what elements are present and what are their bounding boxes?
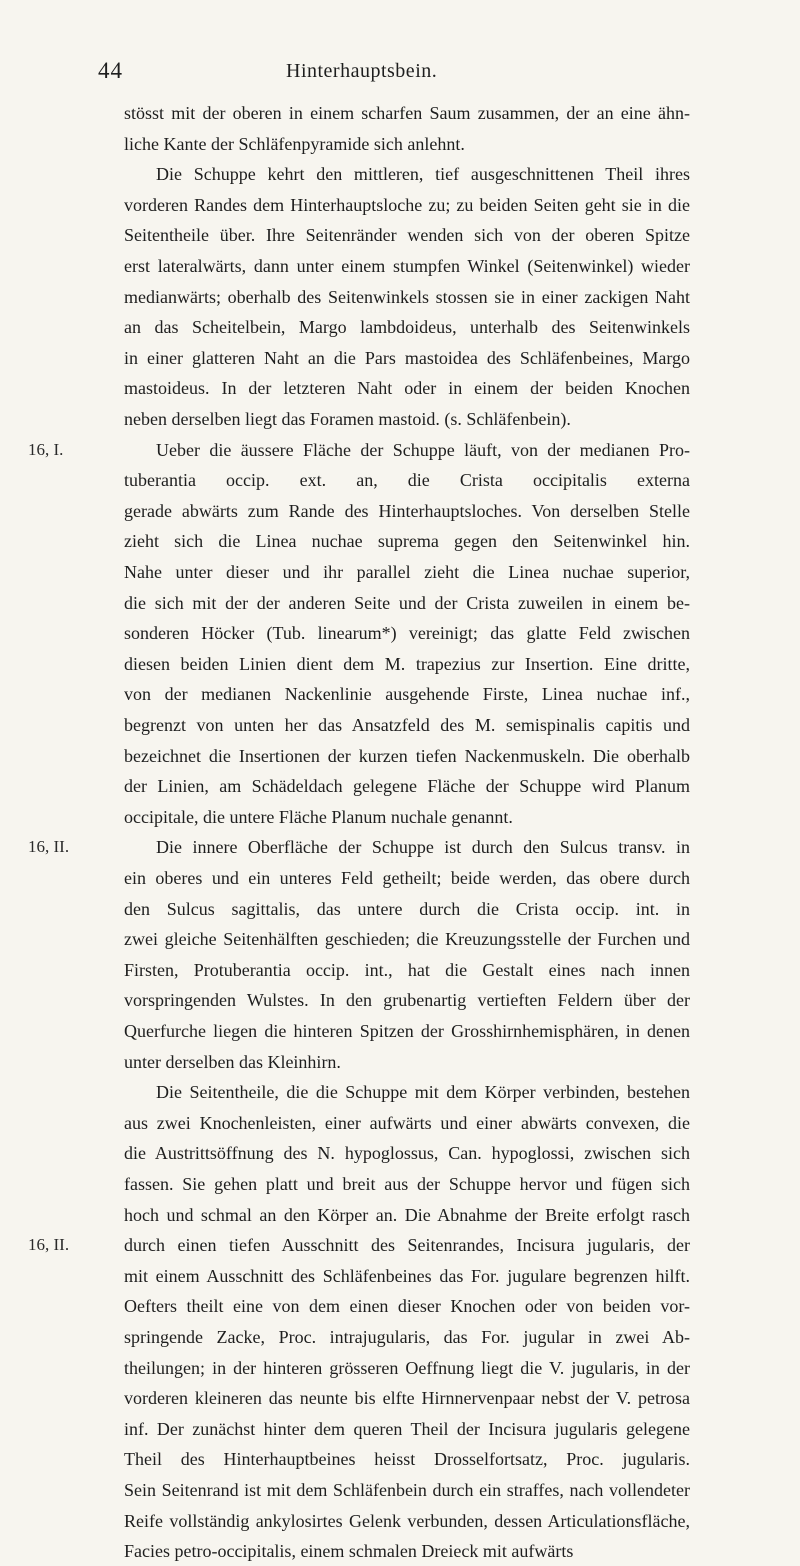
text-line: von der medianen Nackenlinie ausgehende Firste, Linea nuchae inf.,: [124, 684, 690, 705]
text-line: medianwärts; oberhalb des Seitenwinkels stossen sie in einer zackigen Naht: [124, 286, 690, 307]
text-line: in einer glatteren Naht an die Pars mastoidea des Schläfenbeines, Margo: [124, 347, 690, 368]
text-line: vorderen Randes dem Hinterhauptsloche zu; zu beiden Seiten geht sie in die: [124, 194, 690, 215]
text-line: sonderen Höcker (Tub. linearum*) vereinigt; das glatte Feld zwischen: [124, 623, 690, 644]
text-line: vorderen kleineren das neunte bis elfte Hirnnervenpaar nebst der V. petrosa: [124, 1388, 690, 1409]
text-line: die sich mit der der anderen Seite und der Crista zuweilen in einem be-: [124, 592, 690, 613]
text-line: Reife vollständig ankylosirtes Gelenk verbunden, dessen Articulationsfläche,: [124, 1510, 690, 1531]
text-line: Firsten, Protuberantia occip. int., hat die Gestalt eines nach innen: [124, 959, 690, 980]
text-line: begrenzt von unten her das Ansatzfeld des M. semispinalis capitis und: [124, 715, 690, 735]
text-line: an das Scheitelbein, Margo lambdoideus, unterhalb des Seitenwinkels: [124, 317, 690, 338]
text-line: Oefters theilt eine von dem einen dieser Knochen oder von beiden vor-: [124, 1296, 690, 1317]
text-line: tuberantia occip. ext. an, die Crista occipitalis externa: [124, 470, 690, 491]
text-line: fassen. Sie gehen platt und breit aus der Schuppe hervor und fügen sich: [124, 1174, 690, 1194]
text-line: hoch und schmal an den Körper an. Die Abnahme der Breite erfolgt rasch: [124, 1204, 690, 1225]
text-line: mastoideus. In der letzteren Naht oder in einem der beiden Knochen: [124, 378, 690, 399]
text-line: Seitentheile über. Ihre Seitenränder wenden sich von der oberen Spitze: [124, 225, 690, 246]
text-line: Facies petro-occipitalis, einem schmalen Dreieck mit aufwärts: [124, 1541, 574, 1562]
text-line: occipitale, die untere Fläche Planum nuchale genannt.: [124, 806, 513, 827]
running-title: Hinterhauptsbein.: [286, 60, 438, 82]
text-line: unter derselben das Kleinhirn.: [124, 1051, 341, 1072]
margin-reference: 16, II.: [28, 1235, 70, 1255]
margin-reference: 16, II.: [28, 837, 70, 857]
text-line: erst lateralwärts, dann unter einem stumpfen Winkel (Seitenwinkel) wieder: [124, 256, 690, 276]
text-line: inf. Der zunächst hinter dem queren Theil der Incisura jugularis gelegene: [124, 1418, 690, 1439]
text-line: Die Seitentheile, die die Schuppe mit dem Körper verbinden, bestehen: [156, 1082, 690, 1103]
text-line: bezeichnet die Insertionen der kurzen tiefen Nackenmuskeln. Die oberhalb: [124, 745, 690, 766]
text-line: zwei gleiche Seitenhälften geschieden; die Kreuzungsstelle der Furchen und: [124, 929, 690, 950]
text-line: liche Kante der Schläfenpyramide sich anlehnt.: [124, 133, 465, 154]
text-line: theilungen; in der hinteren grösseren Oeffnung liegt die V. jugularis, in der: [124, 1357, 690, 1378]
text-line: gerade abwärts zum Rande des Hinterhauptsloches. Von derselben Stelle: [124, 500, 690, 521]
text-line: Nahe unter dieser und ihr parallel zieht die Linea nuchae superior,: [124, 562, 690, 582]
text-line: Die innere Oberfläche der Schuppe ist durch den Sulcus transv. in: [156, 837, 690, 858]
text-line: Querfurche liegen die hinteren Spitzen der Grosshirnhemisphären, in denen: [124, 1021, 690, 1041]
text-line: neben derselben liegt das Foramen mastoid. (s. Schläfenbein).: [124, 409, 571, 429]
text-line: durch einen tiefen Ausschnitt des Seitenrandes, Incisura jugularis, der: [124, 1235, 690, 1256]
text-line: Theil des Hinterhauptbeines heisst Drosselfortsatz, Proc. jugularis.: [124, 1449, 690, 1470]
page-number: 44: [98, 58, 123, 83]
page-header: [0, 58, 800, 88]
text-line: zieht sich die Linea nuchae suprema gegen den Seitenwinkel hin.: [124, 531, 690, 552]
text-line: der Linien, am Schädeldach gelegene Fläche der Schuppe wird Planum: [124, 776, 690, 797]
text-line: Sein Seitenrand ist mit dem Schläfenbein durch ein straffes, nach vollendeter: [124, 1480, 690, 1500]
text-line: aus zwei Knochenleisten, einer aufwärts und einer abwärts convexen, die: [124, 1112, 690, 1133]
text-line: ein oberes und ein unteres Feld getheilt; beide werden, das obere durch: [124, 868, 690, 888]
text-line: vorspringenden Wulstes. In den grubenartig vertieften Feldern über der: [124, 990, 690, 1011]
margin-reference: 16, I.: [28, 439, 64, 459]
text-line: stösst mit der oberen in einem scharfen Saum zusammen, der an eine ähn-: [124, 103, 690, 123]
text-line: diesen beiden Linien dient dem M. trapezius zur Insertion. Eine dritte,: [124, 653, 690, 674]
text-line: die Austrittsöffnung des N. hypoglossus, Can. hypoglossi, zwischen sich: [124, 1143, 690, 1164]
text-line: mit einem Ausschnitt des Schläfenbeines das For. jugulare begrenzen hilft.: [124, 1265, 690, 1286]
text-line: Die Schuppe kehrt den mittleren, tief ausgeschnittenen Theil ihres: [156, 164, 690, 185]
text-line: springende Zacke, Proc. intrajugularis, das For. jugular in zwei Ab-: [124, 1327, 690, 1347]
text-line: den Sulcus sagittalis, das untere durch die Crista occip. int. in: [124, 898, 690, 919]
text-line: Ueber die äussere Fläche der Schuppe läuft, von der medianen Pro-: [156, 439, 690, 460]
